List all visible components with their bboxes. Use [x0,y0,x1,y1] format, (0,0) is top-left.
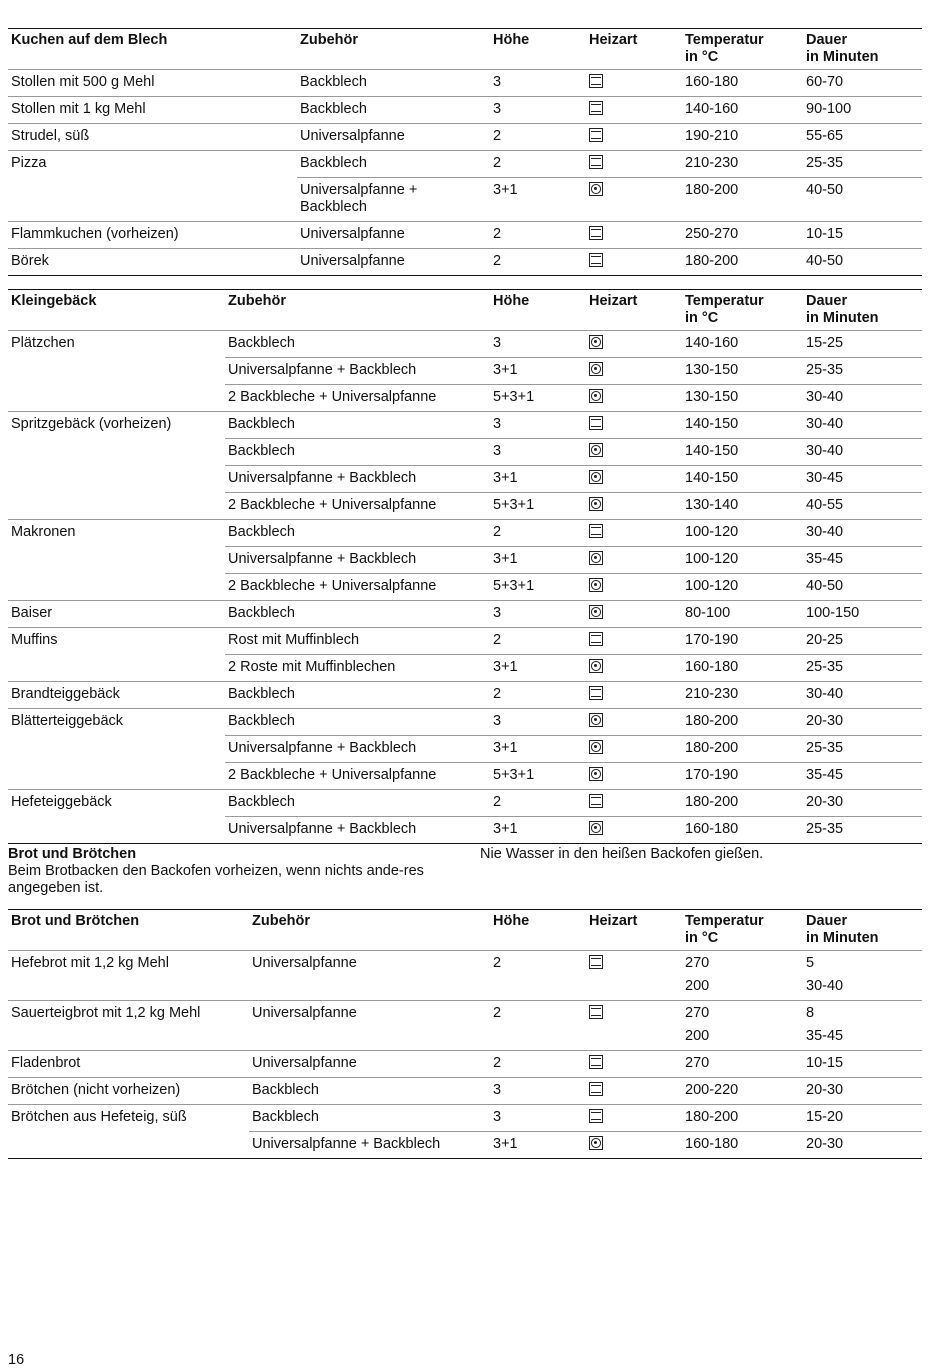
top-bottom-heat-icon [589,794,603,808]
level-cell: 3+1 [490,178,586,222]
temperature-cell: 270 [682,1001,803,1028]
accessory-cell: Universalpfanne [249,951,490,978]
duration-cell: 20-30 [803,709,922,736]
heating-mode-cell [586,951,682,978]
level-cell: 3 [490,601,586,628]
level-cell: 3 [490,97,586,124]
hot-air-icon [589,551,603,565]
level-cell: 3 [490,1078,586,1105]
accessory-cell: Backblech [225,331,490,358]
hot-air-icon [589,362,603,376]
hot-air-icon [589,443,603,457]
duration-cell: 10-15 [803,1051,922,1078]
heating-mode-cell [586,1027,682,1051]
accessory-cell: Universalpfanne + Backblech [225,466,490,493]
heating-mode-cell [586,331,682,358]
accessory-cell: Backblech [249,1078,490,1105]
temperature-cell: 190-210 [682,124,803,151]
duration-cell: 25-35 [803,736,922,763]
duration-cell: 30-40 [803,439,922,466]
header-level: Höhe [493,293,530,309]
duration-cell: 20-25 [803,628,922,655]
level-cell: 3 [490,412,586,439]
accessory-cell: Universalpfanne + Backblech [297,178,490,222]
dish-cell [8,439,225,466]
heating-mode-cell [586,601,682,628]
dish-cell [8,1132,249,1159]
temperature-cell: 180-200 [682,790,803,817]
accessory-cell: Rost mit Muffinblech [225,628,490,655]
temperature-cell: 180-200 [682,736,803,763]
level-cell: 3+1 [490,1132,586,1159]
temperature-cell: 180-200 [682,709,803,736]
duration-cell: 40-50 [803,249,922,276]
dish-cell [8,358,225,385]
top-bottom-heat-icon [589,155,603,169]
table-row [8,439,922,466]
dish-cell: Muffins [8,628,225,655]
level-cell: 2 [490,124,586,151]
table-row [8,574,922,601]
level-cell: 2 [490,951,586,978]
hot-air-icon [589,497,603,511]
level-cell: 5+3+1 [490,493,586,520]
table-row [8,790,922,817]
table-row [8,222,922,249]
hot-air-icon [589,1136,603,1150]
duration-cell: 30-40 [803,412,922,439]
dish-cell: Stollen mit 1 kg Mehl [8,97,297,124]
accessory-cell: Universalpfanne [297,222,490,249]
accessory-cell: Universalpfanne [249,1001,490,1028]
accessory-cell: Universalpfanne + Backblech [225,817,490,844]
heating-mode-cell [586,1051,682,1078]
duration-cell: 40-55 [803,493,922,520]
temperature-cell: 130-140 [682,493,803,520]
level-cell: 2 [490,682,586,709]
table-kleingebaeck [8,289,922,844]
accessory-cell: 2 Backbleche + Universalpfanne [225,763,490,790]
dish-cell: Baiser [8,601,225,628]
heating-mode-cell [586,70,682,97]
dish-cell: Blätterteiggebäck [8,709,225,736]
header-duration: Dauer in Minuten [806,913,879,946]
temperature-cell: 130-150 [682,385,803,412]
header-dish: Kleingebäck [11,293,97,309]
top-bottom-heat-icon [589,101,603,115]
accessory-cell: Universalpfanne + Backblech [225,358,490,385]
top-bottom-heat-icon [589,128,603,142]
temperature-cell: 140-160 [682,331,803,358]
level-cell: 2 [490,1051,586,1078]
dish-cell: Pizza [8,151,297,178]
duration-cell: 25-35 [803,151,922,178]
hot-air-icon [589,821,603,835]
temperature-cell: 250-270 [682,222,803,249]
dish-cell [8,178,297,222]
temperature-cell: 160-180 [682,70,803,97]
duration-cell: 30-40 [803,385,922,412]
duration-cell: 8 [803,1001,922,1028]
duration-cell: 35-45 [803,763,922,790]
level-cell: 5+3+1 [490,763,586,790]
duration-cell: 60-70 [803,70,922,97]
top-bottom-heat-icon [589,226,603,240]
top-bottom-heat-icon [589,686,603,700]
top-bottom-heat-icon [589,955,603,969]
table-header-row [8,290,922,331]
header-temperature: Temperatur in °C [685,293,764,326]
temperature-cell: 100-120 [682,520,803,547]
temperature-cell: 140-150 [682,412,803,439]
table-row [8,249,922,276]
table-row [8,358,922,385]
level-cell: 5+3+1 [490,574,586,601]
temperature-cell: 100-120 [682,574,803,601]
table-row [8,709,922,736]
dish-cell: Brötchen (nicht vorheizen) [8,1078,249,1105]
table-kuchen-auf-dem-blech [8,28,922,276]
header-accessory: Zubehör [228,293,286,309]
section-title: Brot und Brötchen [8,846,137,862]
temperature-cell: 200 [685,1028,710,1044]
heating-mode-cell [586,222,682,249]
header-heating-mode: Heizart [589,293,638,309]
level-cell: 2 [490,222,586,249]
table-row [8,601,922,628]
heating-mode-cell [586,249,682,276]
heating-mode-cell [586,520,682,547]
top-bottom-heat-icon [589,416,603,430]
table-row [8,1105,922,1132]
temperature-cell: 210-230 [682,151,803,178]
duration-cell: 40-50 [803,574,922,601]
table-row [8,493,922,520]
duration-cell: 30-40 [803,682,922,709]
heating-mode-cell [586,736,682,763]
top-bottom-heat-icon [589,253,603,267]
temperature-cell: 270 [682,951,803,978]
duration-cell: 55-65 [803,124,922,151]
table-row [8,178,922,222]
dish-cell [8,547,225,574]
level-cell: 3 [490,1105,586,1132]
heating-mode-cell [586,151,682,178]
accessory-cell [249,977,490,1001]
dish-cell [8,763,225,790]
table-row [8,520,922,547]
page-number: 16 [8,1352,25,1368]
level-cell: 2 [490,1001,586,1028]
dish-cell: Flammkuchen (vorheizen) [8,222,297,249]
header-accessory: Zubehör [252,913,310,929]
accessory-cell: Universalpfanne [297,249,490,276]
dish-cell [8,655,225,682]
top-bottom-heat-icon [589,632,603,646]
dish-cell [8,493,225,520]
heating-mode-cell [586,574,682,601]
table-row [8,682,922,709]
top-bottom-heat-icon [589,1082,603,1096]
header-level: Höhe [493,32,530,48]
accessory-cell: Universalpfanne + Backblech [225,547,490,574]
temperature-cell: 180-200 [682,249,803,276]
heating-mode-cell [586,1105,682,1132]
top-bottom-heat-icon [589,74,603,88]
temperature-cell: 270 [682,1051,803,1078]
temperature-cell: 180-200 [682,1105,803,1132]
hot-air-icon [589,605,603,619]
table-row [8,1027,922,1051]
water-note: Nie Wasser in den heißen Backofen gießen. [480,846,764,862]
heating-mode-cell [586,178,682,222]
level-cell: 5+3+1 [490,385,586,412]
dish-cell: Spritzgebäck (vorheizen) [8,412,225,439]
header-heating-mode: Heizart [589,32,638,48]
table-row [8,124,922,151]
temperature-cell: 130-150 [682,358,803,385]
top-bottom-heat-icon [589,1055,603,1069]
duration-cell: 35-45 [806,1028,844,1044]
table-header-row [8,910,922,951]
dish-cell: Strudel, süß [8,124,297,151]
dish-cell: Plätzchen [8,331,225,358]
duration-cell: 100-150 [803,601,922,628]
level-cell: 2 [490,628,586,655]
level-cell: 3+1 [490,655,586,682]
table-row [8,736,922,763]
duration-cell: 25-35 [803,817,922,844]
table-row [8,385,922,412]
dish-cell: Sauerteigbrot mit 1,2 kg Mehl [8,1001,249,1028]
hot-air-icon [589,659,603,673]
table-row [8,763,922,790]
temperature-cell: 100-120 [682,547,803,574]
temperature-cell: 140-160 [682,97,803,124]
accessory-cell: Backblech [225,412,490,439]
table-row [8,951,922,978]
table-row [8,817,922,844]
header-level: Höhe [493,913,530,929]
top-bottom-heat-icon [589,524,603,538]
accessory-cell: Backblech [225,709,490,736]
header-heating-mode: Heizart [589,913,638,929]
level-cell [490,977,586,1001]
table-row [8,97,922,124]
top-bottom-heat-icon [589,1005,603,1019]
accessory-cell: Backblech [297,97,490,124]
duration-cell: 30-45 [803,466,922,493]
temperature-cell: 180-200 [682,178,803,222]
accessory-cell: 2 Backbleche + Universalpfanne [225,574,490,601]
accessory-cell: Backblech [225,520,490,547]
level-cell: 2 [490,249,586,276]
accessory-cell [249,1027,490,1051]
level-cell [490,1027,586,1051]
accessory-cell: Backblech [297,151,490,178]
dish-cell: Hefebrot mit 1,2 kg Mehl [8,951,249,978]
heating-mode-cell [586,682,682,709]
heating-mode-cell [586,97,682,124]
table-row [8,1001,922,1028]
duration-cell: 10-15 [803,222,922,249]
accessory-cell: Backblech [225,439,490,466]
dish-cell: Makronen [8,520,225,547]
accessory-cell: 2 Backbleche + Universalpfanne [225,385,490,412]
header-temperature: Temperatur in °C [685,913,764,946]
accessory-cell: Backblech [225,790,490,817]
heating-mode-cell [586,1001,682,1028]
temperature-cell: 170-190 [682,628,803,655]
table-brot-und-broetchen [8,909,922,1159]
hot-air-icon [589,335,603,349]
header-accessory: Zubehör [300,32,358,48]
temperature-cell: 160-180 [682,1132,803,1159]
level-cell: 3 [490,70,586,97]
temperature-cell: 200-220 [682,1078,803,1105]
temperature-cell: 210-230 [682,682,803,709]
dish-cell [8,466,225,493]
duration-cell: 5 [803,951,922,978]
accessory-cell: Backblech [225,682,490,709]
heating-mode-cell [586,547,682,574]
temperature-cell: 200 [685,978,710,994]
table-row [8,977,922,1001]
section-intro-text: Beim Brotbacken den Backofen vorheizen, wenn nichts ande-res angegeben ist. [8,863,424,896]
hot-air-icon [589,767,603,781]
duration-cell: 90-100 [803,97,922,124]
level-cell: 3+1 [490,466,586,493]
dish-cell [8,1027,249,1051]
level-cell: 2 [490,151,586,178]
table-row [8,466,922,493]
heating-mode-cell [586,466,682,493]
heating-mode-cell [586,412,682,439]
heating-mode-cell [586,439,682,466]
temperature-cell: 140-150 [682,439,803,466]
duration-cell: 15-20 [803,1105,922,1132]
table-row [8,412,922,439]
table-header-row [8,29,922,70]
level-cell: 2 [490,790,586,817]
section-brot-intro [8,846,448,897]
accessory-cell: 2 Backbleche + Universalpfanne [225,493,490,520]
dish-cell: Brötchen aus Hefeteig, süß [8,1105,249,1132]
hot-air-icon [589,578,603,592]
level-cell: 3 [490,331,586,358]
dish-cell: Hefeteiggebäck [8,790,225,817]
level-cell: 3 [490,439,586,466]
heating-mode-cell [586,493,682,520]
header-duration: Dauer in Minuten [806,32,879,65]
hot-air-icon [589,740,603,754]
accessory-cell: Backblech [249,1105,490,1132]
dish-cell [8,817,225,844]
duration-cell: 20-30 [803,1132,922,1159]
level-cell: 3+1 [490,736,586,763]
heating-mode-cell [586,1132,682,1159]
table-row [8,655,922,682]
heating-mode-cell [586,358,682,385]
accessory-cell: Backblech [225,601,490,628]
heating-mode-cell [586,1078,682,1105]
hot-air-icon [589,470,603,484]
level-cell: 3+1 [490,358,586,385]
dish-cell: Fladenbrot [8,1051,249,1078]
heating-mode-cell [586,124,682,151]
temperature-cell: 140-150 [682,466,803,493]
heating-mode-cell [586,790,682,817]
heating-mode-cell [586,385,682,412]
level-cell: 3 [490,709,586,736]
heating-mode-cell [586,763,682,790]
table-row [8,1078,922,1105]
temperature-cell: 80-100 [682,601,803,628]
table-row [8,547,922,574]
dish-cell: Börek [8,249,297,276]
heating-mode-cell [586,817,682,844]
duration-cell: 15-25 [803,331,922,358]
dish-cell: Brandteiggebäck [8,682,225,709]
heating-mode-cell [586,628,682,655]
temperature-cell: 160-180 [682,817,803,844]
table-row [8,151,922,178]
header-temperature: Temperatur in °C [685,32,764,65]
accessory-cell: Universalpfanne [297,124,490,151]
accessory-cell: Backblech [297,70,490,97]
hot-air-icon [589,389,603,403]
hot-air-icon [589,182,603,196]
dish-cell [8,574,225,601]
duration-cell: 30-40 [803,520,922,547]
table-row [8,628,922,655]
duration-cell: 20-30 [803,1078,922,1105]
heating-mode-cell [586,655,682,682]
level-cell: 3+1 [490,817,586,844]
dish-cell: Stollen mit 500 g Mehl [8,70,297,97]
accessory-cell: Universalpfanne + Backblech [225,736,490,763]
temperature-cell: 170-190 [682,763,803,790]
header-dish: Brot und Brötchen [11,913,140,929]
dish-cell [8,736,225,763]
duration-cell: 20-30 [803,790,922,817]
dish-cell [8,977,249,1001]
header-dish: Kuchen auf dem Blech [11,32,168,48]
duration-cell: 40-50 [803,178,922,222]
table-row [8,1051,922,1078]
dish-cell [8,385,225,412]
temperature-cell: 160-180 [682,655,803,682]
header-duration: Dauer in Minuten [806,293,879,326]
heating-mode-cell [586,977,682,1001]
duration-cell: 25-35 [803,358,922,385]
heating-mode-cell [586,709,682,736]
duration-cell: 35-45 [803,547,922,574]
table-row [8,331,922,358]
duration-cell: 30-40 [806,978,844,994]
accessory-cell: Universalpfanne + Backblech [249,1132,490,1159]
level-cell: 3+1 [490,547,586,574]
duration-cell: 25-35 [803,655,922,682]
accessory-cell: 2 Roste mit Muffinblechen [225,655,490,682]
table-row [8,1132,922,1159]
table-row [8,70,922,97]
top-bottom-heat-icon [589,1109,603,1123]
accessory-cell: Universalpfanne [249,1051,490,1078]
level-cell: 2 [490,520,586,547]
hot-air-icon [589,713,603,727]
